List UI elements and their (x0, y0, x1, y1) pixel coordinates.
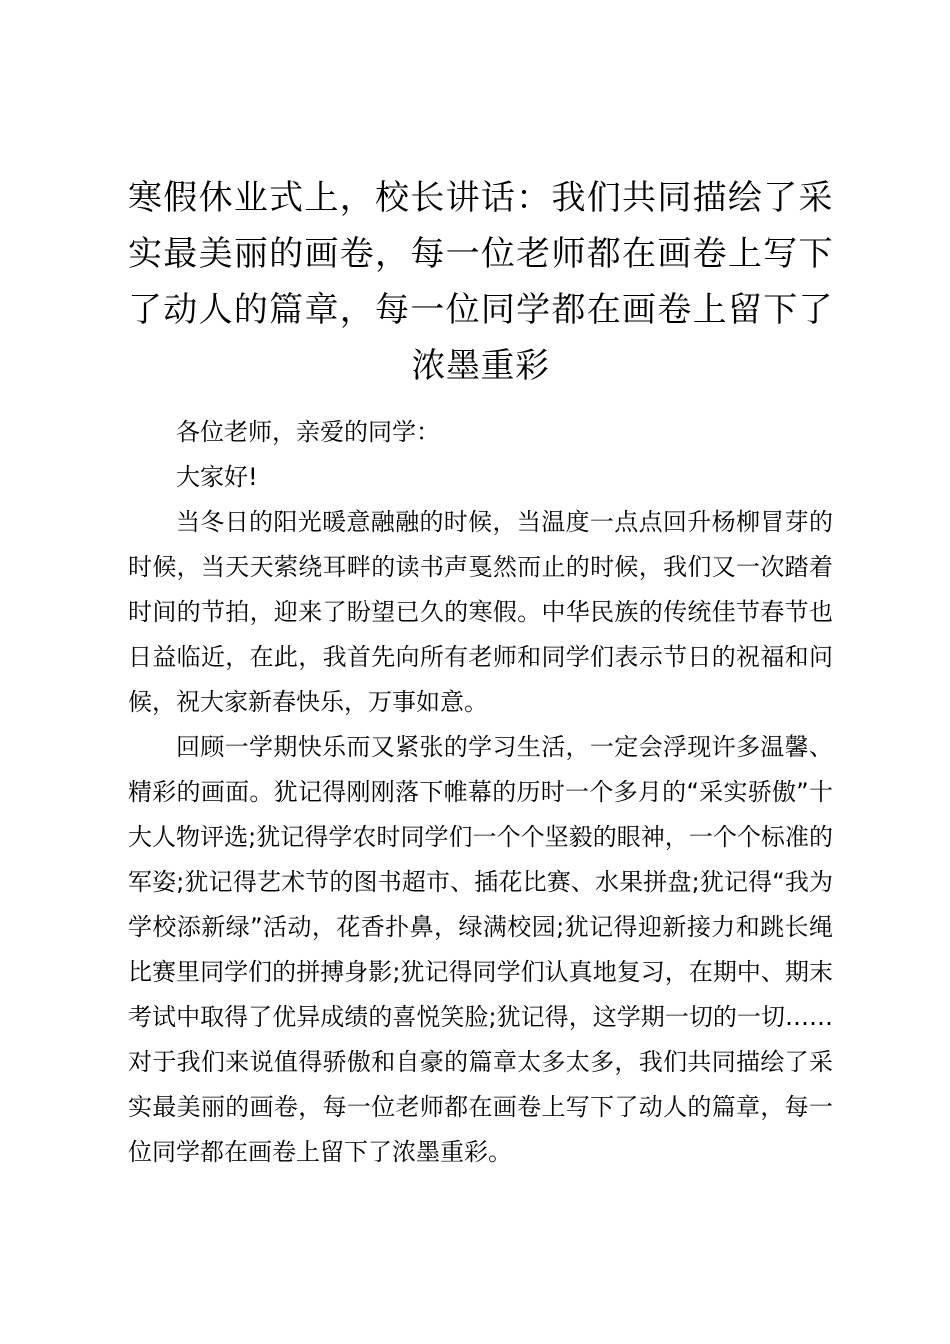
greeting: 大家好! (176, 463, 258, 491)
salutation: 各位老师，亲爱的同学： (176, 418, 440, 446)
paragraph: 回顾一学期快乐而又紧张的学习生活，一定会浮现许多温馨、精彩的画面。犹记得刚刚落下帷幕的历时一个多月的“采实骄傲”十大人物评选;犹记得学农时同学们一个个坚毅的眼神，一个个标准的军姿;犹记得艺术节的图书超市、插花比赛、水果拼盘;犹记得“我为学校添新绿”活动，花香扑鼻，绿满校园;犹记得迎新接力和跳长绳比赛里同学们的拼搏身影;犹记得同学们认真地复习，在期中、期末考试中取得了优异成绩的喜悦笑脸;犹记得，这学期一切的一切……对于我们来说值得骄傲和自豪的篇章太多太多，我们共同描绘了采实最美丽的画卷，每一位老师都在画卷上写下了动人的篇章，每一位同学都在画卷上留下了浓墨重彩。 (128, 733, 833, 1166)
document-page (128, 170, 833, 1175)
document-title: 寒假休业式上，校长讲话：我们共同描绘了采实最美丽的画卷，每一位老师都在画卷上写下了动人的篇章，每一位同学都在画卷上留下了浓墨重彩 (128, 178, 833, 386)
paragraph: 当冬日的阳光暖意融融的时候，当温度一点点回升杨柳冒芽的时候，当天天萦绕耳畔的读书声戛然而止的时候，我们又一次踏着时间的节拍，迎来了盼望已久的寒假。中华民族的传统佳节春节也日益临近，在此，我首先向所有老师和同学们表示节日的祝福和问候，祝大家新春快乐，万事如意。 (128, 508, 833, 716)
